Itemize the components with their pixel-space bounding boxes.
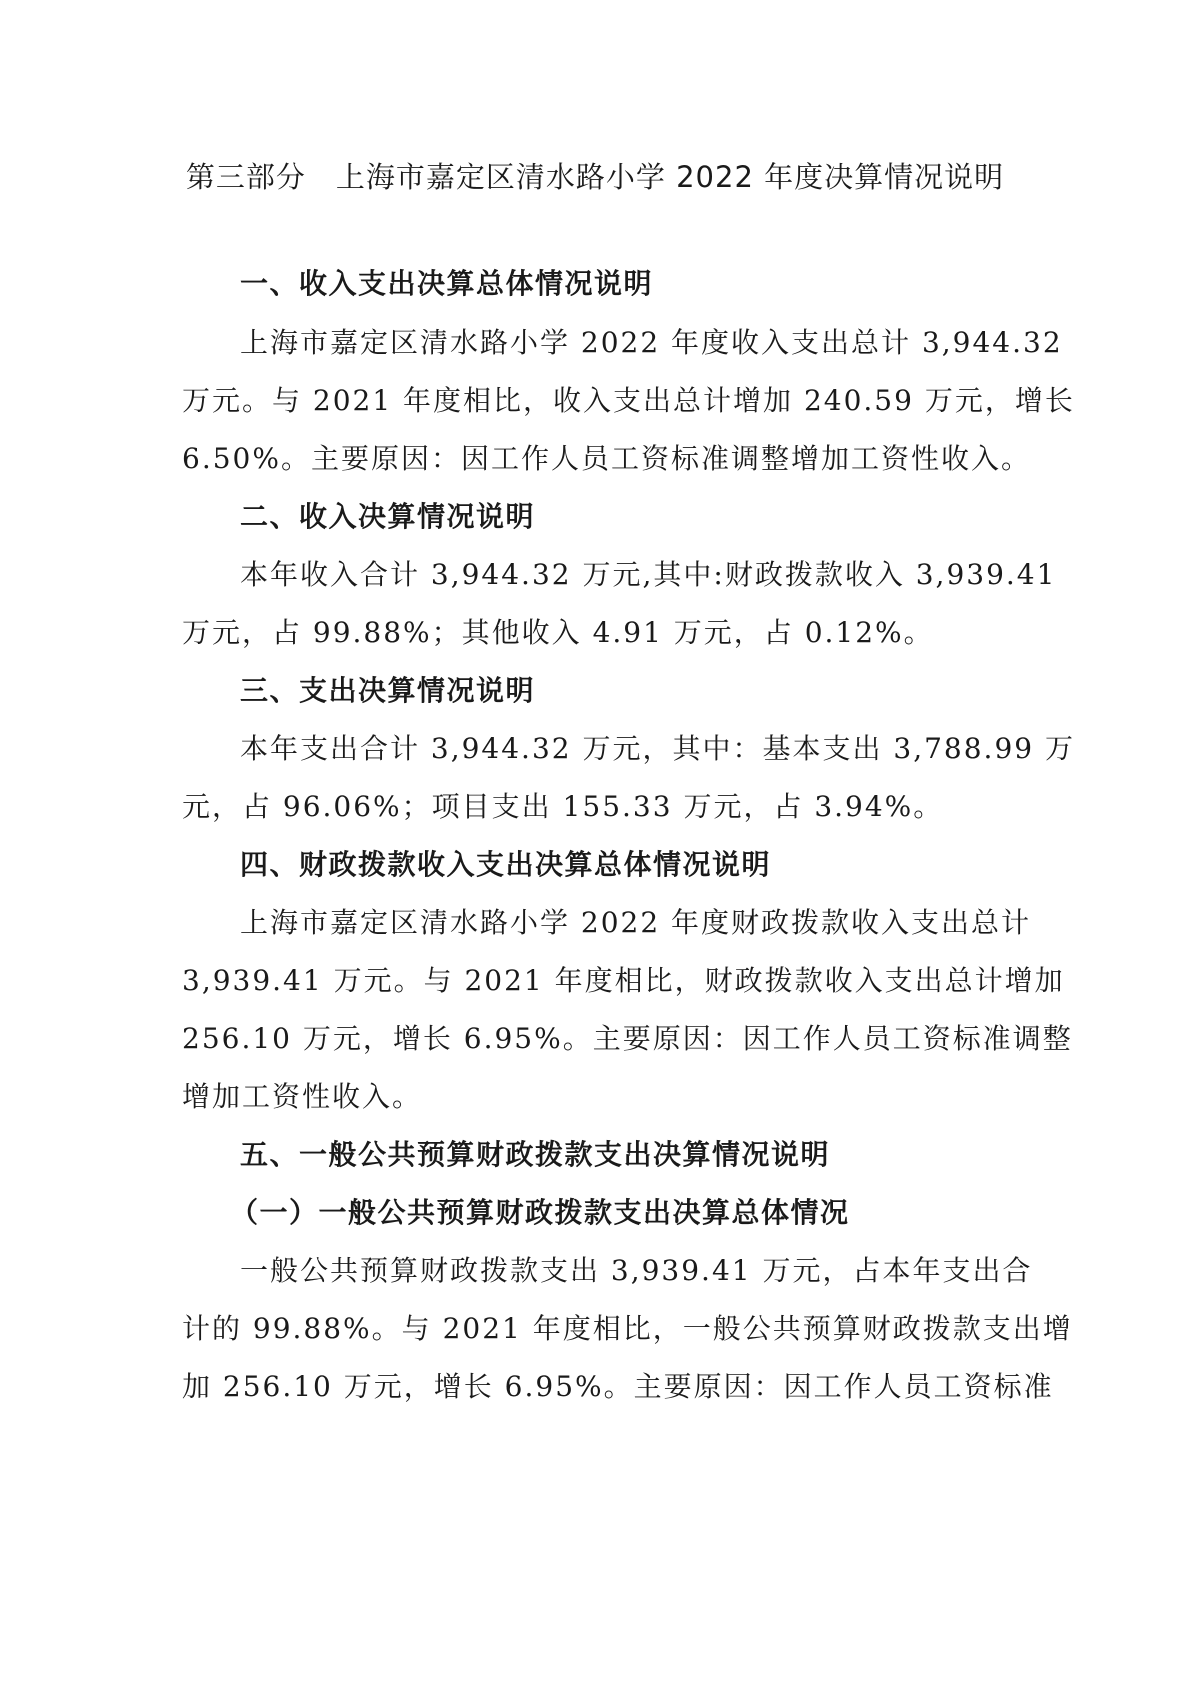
paragraph-line: 万元，占 99.88%；其他收入 4.91 万元，占 0.12%。 <box>182 616 934 649</box>
paragraph-line: 256.10 万元，增长 6.95%。主要原因：因工作人员工资标准调整 <box>182 1022 1073 1055</box>
paragraph-line: 加 256.10 万元，增长 6.95%。主要原因：因工作人员工资标准 <box>182 1370 1054 1403</box>
paragraph-line: 万元。与 2021 年度相比，收入支出总计增加 240.59 万元，增长 <box>182 384 1075 417</box>
section-heading-2: 二、收入决算情况说明 <box>240 500 536 533</box>
page-title: 第三部分 上海市嘉定区清水路小学 2022 年度决算情况说明 <box>185 160 1005 194</box>
paragraph-line: 本年支出合计 3,944.32 万元，其中：基本支出 3,788.99 万 <box>240 732 1075 765</box>
paragraph-line: 本年收入合计 3,944.32 万元,其中:财政拨款收入 3,939.41 <box>240 558 1057 591</box>
section-heading-3: 三、支出决算情况说明 <box>240 674 536 707</box>
paragraph-line: 一般公共预算财政拨款支出 3,939.41 万元，占本年支出合 <box>240 1254 1033 1287</box>
section-heading-1: 一、收入支出决算总体情况说明 <box>240 267 654 300</box>
paragraph-line: 3,939.41 万元。与 2021 年度相比，财政拨款收入支出总计增加 <box>182 964 1065 997</box>
section-heading-5: 五、一般公共预算财政拨款支出决算情况说明 <box>240 1138 831 1171</box>
paragraph-line: 上海市嘉定区清水路小学 2022 年度财政拨款收入支出总计 <box>240 906 1032 939</box>
paragraph-line: 增加工资性收入。 <box>182 1080 423 1113</box>
paragraph-line: 上海市嘉定区清水路小学 2022 年度收入支出总计 3,944.32 <box>240 326 1063 359</box>
section-heading-4: 四、财政拨款收入支出决算总体情况说明 <box>240 848 772 881</box>
subsection-heading: （一）一般公共预算财政拨款支出决算总体情况 <box>230 1196 850 1229</box>
paragraph-line: 6.50%。主要原因：因工作人员工资标准调整增加工资性收入。 <box>182 442 1031 475</box>
paragraph-line: 元，占 96.06%；项目支出 155.33 万元，占 3.94%。 <box>182 790 944 823</box>
paragraph-line: 计的 99.88%。与 2021 年度相比，一般公共预算财政拨款支出增 <box>182 1312 1073 1345</box>
